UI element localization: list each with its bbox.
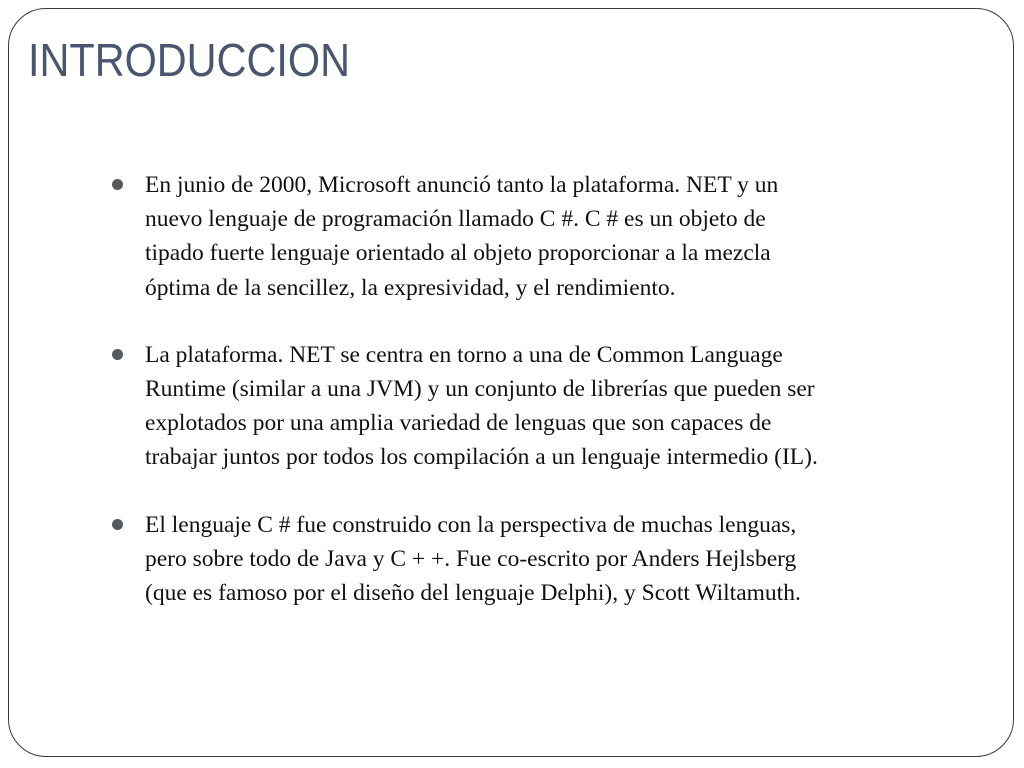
bullet-line: En junio de 2000, Microsoft anunció tanto la plataforma. NET y un xyxy=(145,172,779,198)
bullet-line: Runtime (similar a una JVM) y un conjunto de librerías que pueden ser xyxy=(145,376,815,403)
bullet-list xyxy=(112,168,932,643)
bullet-line: (que es famoso por el diseño del lenguaje Delphi), y Scott Wiltamuth. xyxy=(145,580,801,607)
bullet-line: El lenguaje C # fue construido con la perspectiva de muchas lenguas, xyxy=(145,511,797,538)
bullet-dot-icon xyxy=(112,349,123,360)
bullet-line: La plataforma. NET se centra en torno a una de Common Language xyxy=(145,341,783,368)
bullet-line: trabajar juntos por todos los compilación a un lenguaje intermedio (IL). xyxy=(145,444,818,471)
bullet-text xyxy=(145,168,932,305)
bullet-item xyxy=(112,508,932,611)
bullet-item xyxy=(112,338,932,475)
bullet-line: explotados por una amplia variedad de lenguas que son capaces de xyxy=(145,410,772,437)
bullet-line: pero sobre todo de Java y C + +. Fue co-escrito por Anders Hejlsberg xyxy=(145,545,797,572)
bullet-text xyxy=(145,508,932,611)
bullet-dot-icon xyxy=(112,179,123,190)
slide-title: INTRODUCCION xyxy=(28,34,350,86)
bullet-text xyxy=(145,338,932,475)
bullet-line: nuevo lenguaje de programación llamado C #. C # es un objeto de xyxy=(145,206,766,233)
bullet-line: tipado fuerte lenguaje orientado al objeto proporcionar a la mezcla xyxy=(145,240,771,267)
bullet-item xyxy=(112,168,932,305)
bullet-dot-icon xyxy=(112,519,123,530)
bullet-line: óptima de la sencillez, la expresividad, y el rendimiento. xyxy=(145,274,676,301)
